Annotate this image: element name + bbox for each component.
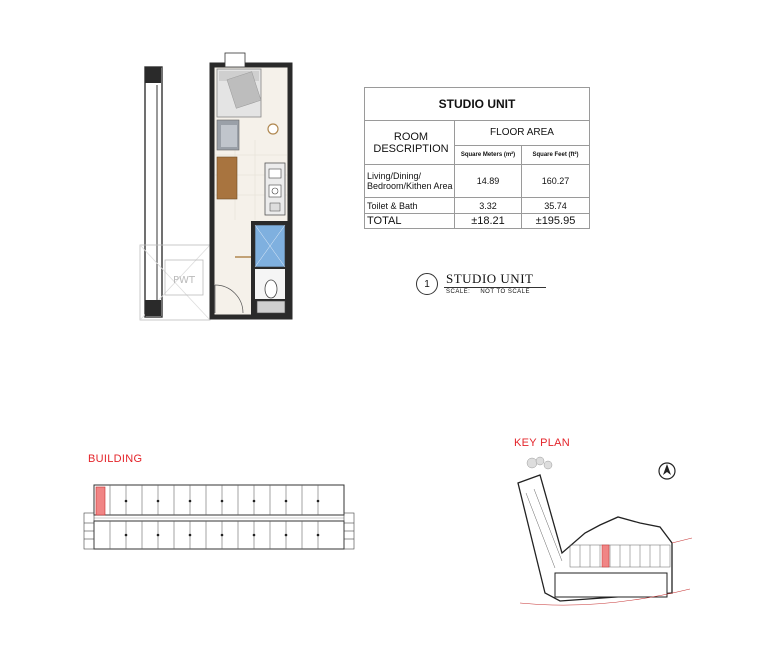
floor-area-header: FLOOR AREA [490,127,554,138]
highlighted-unit [96,487,105,515]
row-sqm: 14.89 [476,176,500,186]
total-label: TOTAL [367,215,402,227]
armchair-cushion [221,125,237,147]
caption-rule [444,287,546,288]
scale-label: SCALE: [446,289,471,295]
bathroom [251,221,289,317]
total-sqm: ±18.21 [471,215,505,227]
floor-area-table [364,87,590,229]
drawing-caption [412,271,552,303]
north-arrow-icon [659,463,675,479]
side-table [268,124,278,134]
studio-floor-plan [135,45,305,325]
drawing-number: 1 [416,273,438,295]
dining-table [217,157,237,199]
road [672,538,692,543]
total-sqft: ±195.95 [535,215,576,227]
row-sqft: 35.74 [544,200,567,211]
drawing-scale [446,289,530,295]
table-title: STUDIO UNIT [438,97,516,111]
column [145,67,161,83]
row-sqft: 160.27 [541,176,570,186]
row-description: Living/Dining/ Bedroom/Kithen Area [367,171,453,191]
highlighted-building [602,545,609,567]
unit-sqft-header: Square Feet (ft²) [532,152,579,158]
building-floor-plan [82,483,357,551]
kitchen-counter [265,163,285,215]
row-sqm: 3.32 [479,200,497,211]
bed [217,69,261,117]
future-development-area [555,573,667,597]
toilet [265,280,277,298]
ac-unit [225,53,245,67]
room-description-header: ROOM DESCRIPTION [373,131,449,155]
key-plan-map [500,453,692,613]
balcony [140,67,210,320]
building-label: BUILDING [88,453,143,465]
scale-value: NOT TO SCALE [480,289,531,295]
trees [527,457,552,469]
column [145,300,161,316]
key-plan-label: KEY PLAN [514,437,571,449]
svg-text:PWT: PWT [173,275,196,286]
drawing-title: STUDIO UNIT [446,271,534,286]
row-description: Toilet & Bath [367,200,418,211]
unit-sqm-header: Square Meters (m²) [460,152,516,158]
